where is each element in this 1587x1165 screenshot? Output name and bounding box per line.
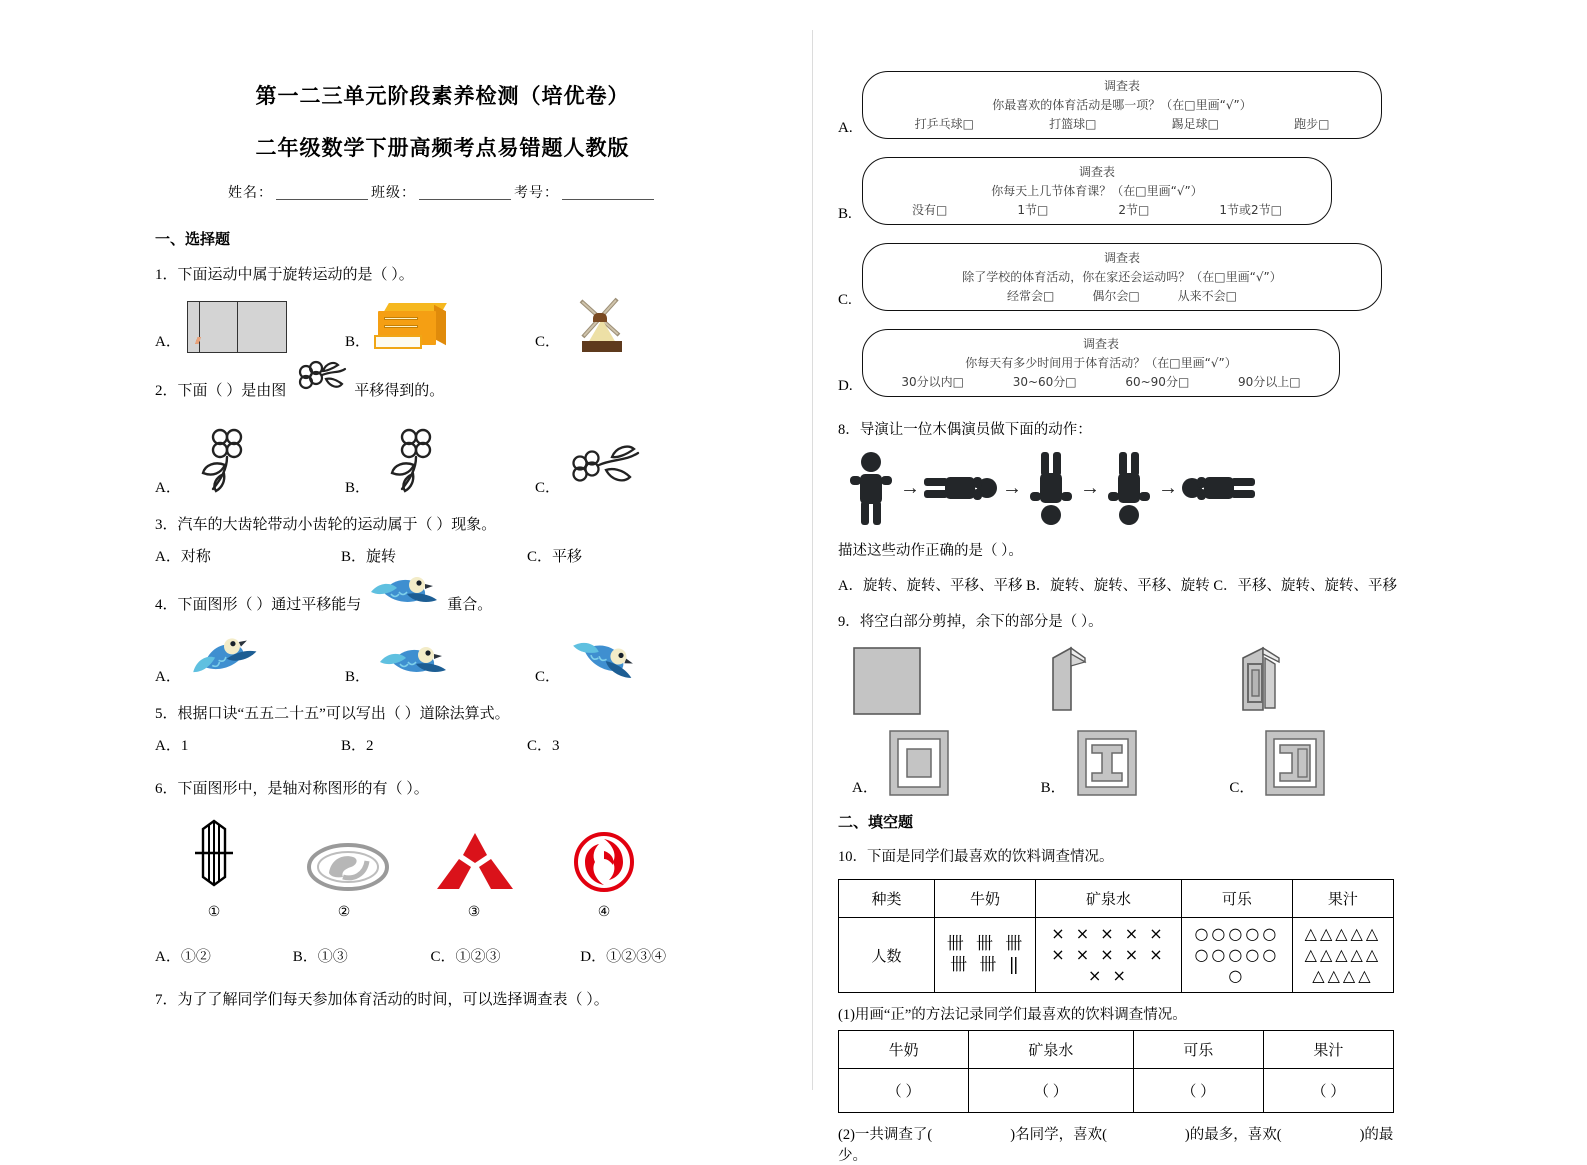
marks-water-line2: × × × × ×	[1051, 944, 1166, 964]
marks-cola-line1: ○○○○○	[1194, 923, 1280, 943]
page-title-line1: 第一二三单元阶段素养检测（培优卷）	[255, 84, 630, 108]
table-rowlabel-count: 人数	[839, 917, 935, 992]
tally-milk	[935, 917, 1036, 992]
flower-sideways-icon-c	[566, 437, 654, 499]
q4-option-c[interactable]	[535, 632, 725, 688]
puppet-figure-inverted-1	[1026, 450, 1076, 526]
puppet-figure-horizontal-2	[1182, 463, 1256, 513]
q9-option-c[interactable]	[1229, 729, 1418, 799]
section-choice-title: 一、选择题	[155, 232, 231, 248]
question-9-top-figures	[852, 644, 1418, 723]
sub2-part-c: )的最多，喜欢(	[1184, 1127, 1282, 1144]
question-2-text	[155, 377, 730, 405]
q7-option-c-label: C.	[838, 292, 852, 308]
question-4-options	[155, 632, 730, 688]
sub2-part-a: (2)一共调查了(	[838, 1127, 933, 1144]
answer-header-cola: 可乐	[1133, 1031, 1263, 1069]
q1-option-b-label: B．	[345, 334, 371, 350]
survey-d-title: 调查表	[1082, 337, 1119, 351]
section-fill-title: 二、填空题	[838, 814, 914, 831]
q4-option-a[interactable]	[155, 632, 345, 688]
result-shape-a	[886, 729, 958, 799]
sub2-part-b: )名同学，喜欢(	[1010, 1127, 1107, 1144]
q1-option-a[interactable]	[155, 301, 345, 353]
result-shape-c	[1262, 729, 1334, 799]
bird-icon-reference	[367, 592, 441, 618]
marks-water	[1036, 917, 1182, 992]
answer-cell-juice[interactable]: （ ）	[1263, 1069, 1393, 1113]
question-8-figures	[846, 450, 1418, 526]
q6-option-d[interactable]: D．①②③④	[580, 949, 667, 965]
q1-option-c[interactable]	[535, 297, 725, 353]
question-10-sub1: (1)用画“正”的方法记录同学们最喜欢的饮料调查情况。	[838, 1007, 1187, 1024]
survey-a-opt-4[interactable]: 跑步□	[1294, 117, 1330, 131]
survey-d-question: 你每天有多少时间用于体育活动？（在□里画“√”）	[965, 356, 1237, 370]
tally-milk-line1: 卌 卌 卌	[946, 933, 1024, 954]
survey-a-options	[877, 115, 1367, 132]
question-9-text: 9．将空白部分剪掉，余下的部分是（ ）。	[838, 613, 1103, 630]
puppet-figure-inverted-2	[1104, 450, 1154, 526]
table-row	[839, 1031, 1394, 1069]
survey-c-question: 除了学校的体育活动，你在家还会运动吗？（在□里画“√”）	[962, 270, 1282, 284]
marks-juice	[1292, 917, 1393, 992]
q2-option-b-label: B．	[345, 480, 371, 496]
q3-option-a[interactable]: A．对称	[155, 549, 211, 565]
flower-upright-icon-a	[187, 421, 265, 499]
table-header-category: 种类	[839, 879, 935, 917]
name-blank[interactable]	[276, 186, 368, 200]
student-id-line	[155, 182, 730, 202]
q4-option-b-label: B．	[345, 669, 371, 685]
right-column	[838, 0, 1418, 1165]
q9-figure-cut	[1229, 644, 1418, 723]
class-label: 班级：	[371, 185, 416, 201]
survey-a-opt-2[interactable]: 打篮球□	[1049, 117, 1097, 131]
question-6-text: 6．下面图形中，是轴对称图形的有（ ）。	[155, 781, 429, 797]
name-label: 姓名：	[228, 185, 273, 201]
survey-card-b	[862, 157, 1332, 225]
survey-card-d	[862, 329, 1340, 397]
question-2-options	[155, 421, 730, 499]
q6-option-a[interactable]: A．①②	[155, 949, 211, 965]
survey-b-title: 调查表	[1078, 165, 1115, 179]
q4-text-b: 重合。	[447, 597, 493, 613]
question-7-text: 7．为了了解同学们每天参加体育活动的时间，可以选择调查表（ ）。	[155, 992, 609, 1008]
survey-b-opt-2[interactable]: 1节□	[1017, 203, 1049, 217]
answer-header-juice: 果汁	[1263, 1031, 1393, 1069]
question-6-options	[155, 945, 730, 966]
answer-header-water: 矿泉水	[969, 1031, 1133, 1069]
lincoln-logo	[189, 815, 239, 893]
answer-header-milk: 牛奶	[839, 1031, 969, 1069]
q6-option-b[interactable]: B．①③	[292, 949, 348, 965]
q9-option-c-label: C．	[1229, 779, 1255, 796]
q4-option-a-label: A．	[155, 669, 181, 685]
table-header-milk: 牛奶	[935, 879, 1036, 917]
marks-cola	[1181, 917, 1292, 992]
q9-option-b[interactable]	[1041, 729, 1230, 799]
survey-c-options	[877, 287, 1367, 304]
marks-juice-line1: △△△△△	[1304, 923, 1382, 943]
q6-option-c[interactable]: C．①②③	[430, 949, 501, 965]
survey-b-opt-1[interactable]: 没有□	[912, 203, 948, 217]
survey-a-opt-1[interactable]: 打乒乓球□	[914, 117, 974, 131]
q4-text-a: 4．下面图形（ ）通过平移能与	[155, 597, 362, 613]
survey-d-opt-4[interactable]: 90分以上□	[1238, 375, 1301, 389]
drink-survey-table	[838, 879, 1394, 993]
survey-c-opt-3[interactable]: 从来不会□	[1177, 289, 1238, 303]
question-8-options[interactable]: A．旋转、旋转、平移、平移 B．旋转、旋转、平移、旋转 C．平移、旋转、旋转、平移	[838, 578, 1398, 595]
flower-upright-icon-b	[376, 421, 454, 499]
exam-no-blank[interactable]	[562, 186, 654, 200]
windmill-icon	[566, 297, 638, 353]
survey-a-title: 调查表	[1103, 79, 1140, 93]
q7-option-d[interactable]	[838, 329, 1418, 397]
arrow-icon-1: →	[900, 476, 920, 499]
bird-icon-a	[187, 632, 261, 688]
q2-option-c-label: C．	[535, 480, 561, 496]
result-shape-b	[1074, 729, 1146, 799]
arrow-icon-2: →	[1002, 476, 1022, 499]
question-9-options	[852, 729, 1418, 799]
q2-text-a: 2．下面（ ）是由图	[155, 383, 287, 399]
question-10-sub2	[838, 1123, 1418, 1165]
q7-option-c[interactable]	[838, 243, 1418, 311]
q5-option-c[interactable]: C．3	[527, 738, 560, 754]
marks-water-line3: × ×	[1088, 965, 1129, 985]
q5-option-a[interactable]: A．1	[155, 738, 189, 754]
survey-d-opt-1[interactable]: 30分以内□	[901, 375, 964, 389]
logo-item-3	[437, 831, 511, 921]
answer-cell-cola[interactable]: （ ）	[1133, 1069, 1263, 1113]
page-title-line2: 二年级数学下册高频考点易错题人教版	[255, 136, 630, 160]
q7-option-a[interactable]	[838, 71, 1418, 139]
q1-option-b[interactable]	[345, 303, 535, 353]
class-blank[interactable]	[419, 186, 511, 200]
question-5-text: 5．根据口诀“五五二十五”可以写出（ ）道除法算式。	[155, 706, 510, 722]
q1-option-c-label: C．	[535, 334, 561, 350]
marks-juice-line3: △△△△	[1312, 965, 1374, 985]
question-3-text: 3．汽车的大齿轮带动小齿轮的运动属于（ ）现象。	[155, 517, 497, 533]
q2-option-a-label: A．	[155, 480, 181, 496]
book-icon	[187, 301, 287, 353]
question-5-options	[155, 734, 730, 755]
arrow-icon-4: →	[1158, 476, 1178, 499]
exam-no-label: 考号：	[514, 185, 559, 201]
q2-option-a[interactable]	[155, 421, 345, 499]
left-column	[155, 0, 730, 1012]
q5-option-b[interactable]: B．2	[341, 738, 374, 754]
marks-juice-line2: △△△△△	[1304, 944, 1382, 964]
question-3-options	[155, 545, 730, 566]
question-10-text: 10．下面是同学们最喜欢的饮料调查情况。	[838, 848, 1114, 865]
question-8-prompt: 描述这些动作正确的是（ ）。	[838, 543, 1023, 560]
q3-option-c[interactable]: C．平移	[527, 549, 583, 565]
q1-option-a-label: A．	[155, 334, 181, 350]
table-row	[839, 879, 1394, 917]
table-header-juice: 果汁	[1292, 879, 1393, 917]
logo-num-1: ①	[207, 905, 221, 920]
survey-b-opt-4[interactable]: 1节或2节□	[1219, 203, 1282, 217]
table-header-cola: 可乐	[1181, 879, 1292, 917]
survey-a-question: 你最喜欢的体育活动是哪一项？（在□里画“√”）	[992, 98, 1252, 112]
q7-option-b[interactable]	[838, 157, 1418, 225]
q9-figure-folded	[1041, 644, 1230, 723]
bird-icon-c	[566, 632, 640, 688]
arrow-icon-3: →	[1080, 476, 1100, 499]
survey-d-opt-2[interactable]: 30~60分□	[1012, 375, 1077, 389]
survey-card-a	[862, 71, 1382, 139]
question-1-options	[155, 297, 730, 353]
marks-cola-line2: ○○○○○	[1194, 944, 1280, 964]
logo-item-1	[177, 815, 251, 921]
mitsubishi-logo	[437, 831, 513, 893]
q7-option-a-label: A.	[838, 120, 853, 136]
column-divider	[812, 30, 813, 1090]
table-row	[839, 917, 1394, 992]
q9-option-a[interactable]	[852, 729, 1041, 799]
table-row	[839, 1069, 1394, 1113]
bird-icon-b	[376, 640, 450, 688]
survey-b-options	[877, 201, 1317, 218]
survey-card-c	[862, 243, 1382, 311]
answer-table	[838, 1030, 1394, 1113]
q2-option-b[interactable]	[345, 421, 535, 499]
q9-figure-flat	[852, 644, 1041, 723]
marks-cola-line3: ○	[1228, 965, 1246, 985]
survey-d-opt-3[interactable]: 60~90分□	[1125, 375, 1190, 389]
question-6-figures	[177, 815, 730, 921]
paper-flat-icon	[852, 644, 926, 718]
q3-option-b[interactable]: B．旋转	[341, 549, 397, 565]
q4-option-b[interactable]	[345, 640, 535, 688]
puppet-figure-horizontal-1	[924, 463, 998, 513]
question-1-text: 1．下面运动中属于旋转运动的是（ ）。	[155, 267, 414, 283]
q2-text-b: 平移得到的。	[354, 383, 445, 399]
survey-a-opt-3[interactable]: 踢足球□	[1171, 117, 1219, 131]
paper-folded-icon	[1041, 644, 1105, 718]
flower-sideways-icon	[290, 377, 350, 405]
survey-c-title: 调查表	[1103, 251, 1140, 265]
hyundai-logo	[307, 841, 389, 893]
logo-num-4: ④	[597, 905, 611, 920]
survey-b-opt-3[interactable]: 2节□	[1118, 203, 1150, 217]
q2-option-c[interactable]	[535, 437, 725, 499]
puppet-figure-upright	[846, 451, 896, 525]
sub2-part-d: )的最少。	[838, 1127, 1394, 1165]
survey-c-opt-1[interactable]: 经常会□	[1006, 289, 1055, 303]
dongfeng-logo	[573, 831, 635, 893]
question-8-text: 8．导演让一位木偶演员做下面的动作：	[838, 422, 1092, 438]
q4-option-c-label: C．	[535, 669, 561, 685]
logo-item-4	[567, 831, 641, 921]
drawer-icon	[376, 303, 450, 353]
question-4-text	[155, 592, 730, 618]
q7-option-b-label: B.	[838, 206, 852, 222]
paper-cut-icon	[1229, 644, 1299, 718]
answer-cell-milk[interactable]: （ ）	[839, 1069, 969, 1113]
survey-c-opt-2[interactable]: 偶尔会□	[1092, 289, 1140, 303]
table-header-water: 矿泉水	[1036, 879, 1182, 917]
tally-milk-line2: 卌 卌 ‖	[950, 955, 1020, 976]
logo-num-3: ③	[467, 905, 481, 920]
answer-cell-water[interactable]: （ ）	[969, 1069, 1133, 1113]
logo-item-2	[307, 841, 381, 921]
survey-d-options	[877, 373, 1325, 390]
q9-option-a-label: A．	[852, 779, 878, 796]
survey-b-question: 你每天上几节体育课？（在□里画“√”）	[991, 184, 1203, 198]
marks-water-line1: × × × × ×	[1051, 923, 1166, 943]
q7-option-d-label: D.	[838, 378, 853, 394]
logo-num-2: ②	[337, 905, 351, 920]
q9-option-b-label: B．	[1040, 779, 1066, 796]
